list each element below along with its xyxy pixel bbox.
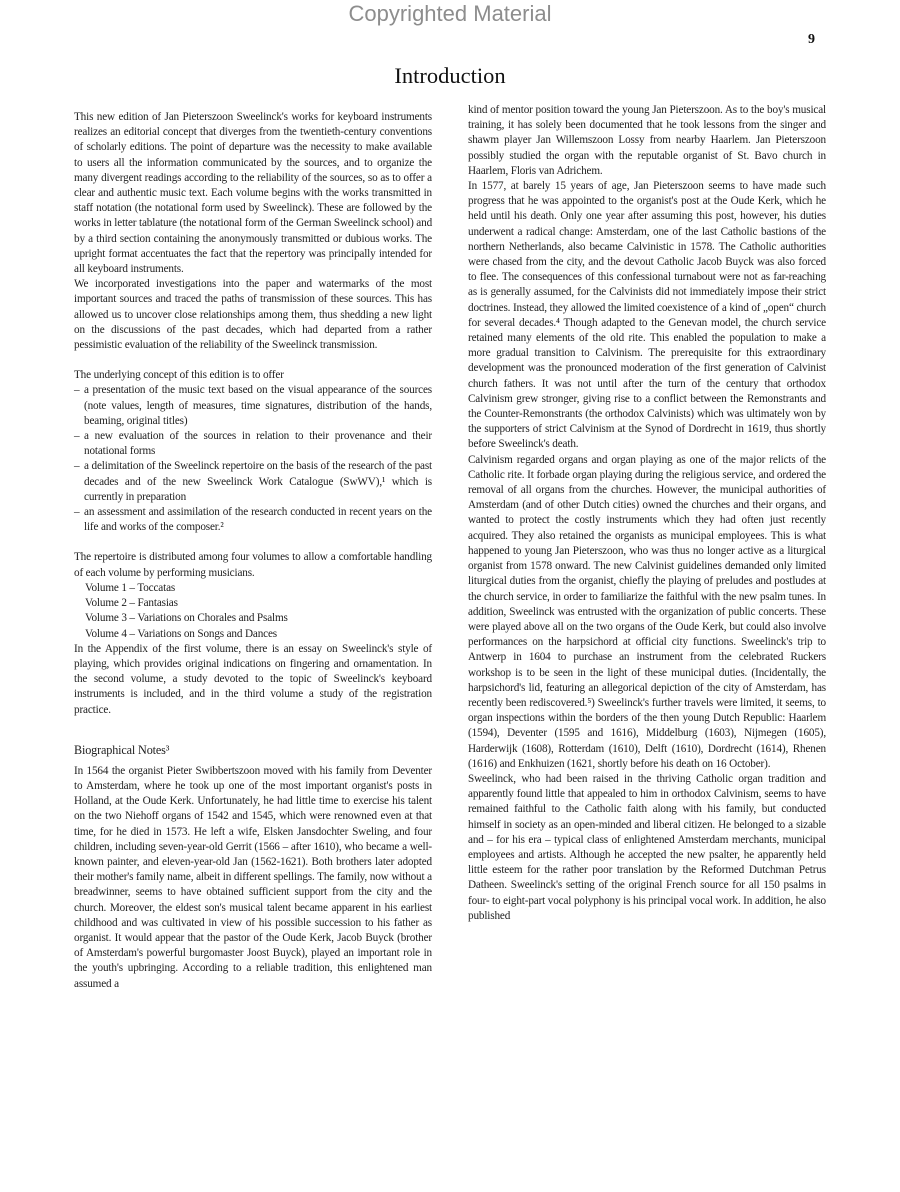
paragraph-calvinism-1577: In 1577, at barely 15 years of age, Jan Pieterszoon seems to have made such progress that he was appointed to the organist's post at the Oude Kerk, which he held until his death. Only one year after assuming this post, however, his duties underwent a radical change: Amsterdam, one of the last Catholic bastions of the northern Netherlands, also became Calvinistic in 1578. The Catholic authorities were chased from the city, and the devout Catholic Jacob Buyck was also forced to flee. The consequences of this confessional turnabout were not as far-reaching as is generally assumed, for the Calvinists did not immediately impose their strict doctrines. Instead, they allowed the limited coexistence of a kind of „open“ church for several decades.⁴ Though adapted to the Genevan model, the church service retained many elements of the old rite. This enabled the population to make a more gradual transition to Calvinism. The prerequisite for this extraordinary development was the pronounced moderation of the first generation of Calvinist church fathers. It was not until after the turn of the century that orthodox Calvinism grew stronger, giving rise to a conflict between the Remonstrants and the Counter-Remonstrants (the orthodox Calvinists) which was ultimately won by the supporters of strict Calvinism at the Synod of Dordrecht in 1619, thus shortly before Sweelinck's death.: [468, 180, 826, 451]
left-column: [74, 110, 432, 992]
page-title: Introduction: [394, 63, 506, 88]
paragraph-biography-start: In 1564 the organist Pieter Swibbertszoon moved with his family from Deventer to Amsterdam, where he took up one of the most important organist's posts in Holland, at the Oude Kerk. Unfortunately, he had little time to exercise his talent on the two Niehoff organs of 1542 and 1545, which were renowned even at that time, for he died in 1573. He left a wife, Elsken Jansdochter Sweling, and four children, including seven-year-old Gerrit (1566 – after 1610), who became a well-known painter, and eleven-year-old Jan (1562-1621). Both brothers later adopted their mother's family name, albeit in different spellings. The family, now without a breadwinner, seems to have obtained sufficient support from the city and the church. Moreover, the eldest son's musical talent became apparent in his earliest childhood and was cultivated in view of his possible succession to his father as organist. It would appear that the pastor of the Oude Kerk, Jacob Buyck (brother of Amsterdam's powerful burgomaster Joost Buyck), played an important role in the youth's upbringing. According to a reliable tradition, this enlightened man assumed a: [74, 764, 432, 990]
paragraph-watermarks: We incorporated investigations into the paper and watermarks of the most important sources and traced the paths of transmission of these sources. This has allowed us to uncover close relationships among them, thus shedding a new light on the discussions of the past decades, which had departed from a rather pessimistic evaluation of the reliability of the Sweelinck transmission.: [74, 278, 432, 352]
list-item: – an assessment and assimilation of the research conducted in recent years on the life and works of the composer.²: [74, 505, 432, 535]
list-item: Volume 2 – Fantasias: [85, 597, 178, 610]
copyright-watermark: Copyrighted Material: [348, 1, 552, 26]
paragraph-appendix: In the Appendix of the first volume, there is an essay on Sweelinck's style of playing, which provides original indications on fingering and ornamentation. In the second volume, a study devoted to the topic of Sweelinck's keyboard instruments is included, and in the third volume a study of the registration practice.: [74, 642, 432, 716]
paragraph-concept-intro: The underlying concept of this edition is to offer: [74, 369, 284, 382]
list-item: – a delimitation of the Sweelinck repertoire on the basis of the research of the past decades and of the new Sweelinck Work Catalogue (SwWV),¹ which is currently in preparation: [74, 459, 432, 505]
paragraph-organs-relicts: Calvinism regarded organs and organ playing as one of the major relicts of the Catholic rite. It forbade organ playing during the religious service, and ordered the removal of all organs from the churches. However, the municipal authorities of Amsterdam (and of other Dutch cities) owned the churches and their organs, and wanted to protect the costly instruments which they had often just recently acquired. They also retained the organists as municipal employees. This is what happened to young Jan Pieterszoon, who was thus no longer active as a liturgical organist from 1578 onward. The new Calvinist guidelines demanded only limited liturgical duties from the organist, chiefly the playing of preludes and postludes at the church service, in order to familiarize the faithful with the new psalm tunes. In addition, Sweelinck was entrusted with the organization of public concerts. These were played above all on the two organs of the Oude Kerk, but could also involve performances on the harpsichord at official city functions. Sweelinck's trip to Antwerp in 1604 to purchase an instrument from the celebrated Ruckers workshop is to be seen in the light of these municipal duties. (Incidentally, the harpsichord's lid, featuring an allegorical depiction of the city of Amsterdam, has recently been rediscovered.⁵) Sweelinck's further travels were limited, it seems, to organ inspections within the borders of the then young Dutch Republic: Haarlem (1594), Deventer (1595 and 1616), Middelburg (1603), Nijmegen (1605), Harderwijk (1608), Rotterdam (1610), Delft (1610), Dordrecht (1614), Rhenen (1616) and Enkhuizen (1621, shortly before his death on 16 October).: [468, 453, 826, 770]
list-item: – a presentation of the music text based on the visual appearance of the sources (note values, length of measures, time signatures, distribution of the hands, beaming, original titles): [74, 383, 432, 429]
list-item: Volume 4 – Variations on Songs and Dances: [85, 627, 277, 640]
right-column: [468, 103, 826, 924]
paragraph-edition-concept: This new edition of Jan Pieterszoon Sweelinck's works for keyboard instruments realizes an editorial concept that diverges from the twentieth-century conventions of scholarly editions. The point of departure was the necessity to make available to users all the information communicated by the sources, and to organize the many divergent readings according to the reliability of the sources, so as to offer a clear and authentic music text. Each volume begins with the works transmitted in staff notation (the notational form used by Sweelinck). These are followed by the works in letter tablature (the notational form of the German Sweelinck school) and by a third section containing the anonymously transmitted or dubious works. The upright format accentuates the fact that the repertory was principally intended for all keyboard instruments.: [74, 111, 433, 276]
list-item: Volume 1 – Toccatas: [85, 581, 176, 594]
paragraph-volumes-intro: The repertoire is distributed among four volumes to allow a comfortable handling of each volume by performing musicians.: [74, 551, 432, 579]
section-heading-biographical-notes: Biographical Notes³: [74, 742, 170, 757]
paragraph-catholic-faith: Sweelinck, who had been raised in the thriving Catholic organ tradition and apparently found little that appealed to him in orthodox Calvinism, seems to have remained faithful to the Catholic faith along with his family, but conducted himself in society as an open-minded and liberal citizen. He belonged to a sizable and – for his era – typical class of enlightened Amsterdam merchants, municipal employees and artists. Although he accepted the new psalter, he apparently held little esteem for the rather poor translation by the Reformed Dutchman Petrus Datheen. Sweelinck's setting of the original French source for all 150 psalms in four- to eight-part vocal polyphony is his principal vocal work. In addition, he also published: [468, 772, 826, 922]
list-item: Volume 3 – Variations on Chorales and Psalms: [85, 612, 288, 625]
concept-list: [74, 383, 432, 535]
paragraph-mentor: kind of mentor position toward the young Jan Pieterszoon. As to the boy's musical training, it has solely been documented that he took lessons from the singer and shawm player Jan Willemszoon Lossy from nearby Haarlem. Jan Pieterszoon possibly studied the organ with the reputable organist of St. Bavo church in Haarlem, Floris van Adrichem.: [468, 104, 826, 177]
list-item: – a new evaluation of the sources in relation to their provenance and their notational forms: [74, 429, 432, 459]
page-number: 9: [808, 32, 815, 47]
volume-list: [74, 581, 432, 642]
